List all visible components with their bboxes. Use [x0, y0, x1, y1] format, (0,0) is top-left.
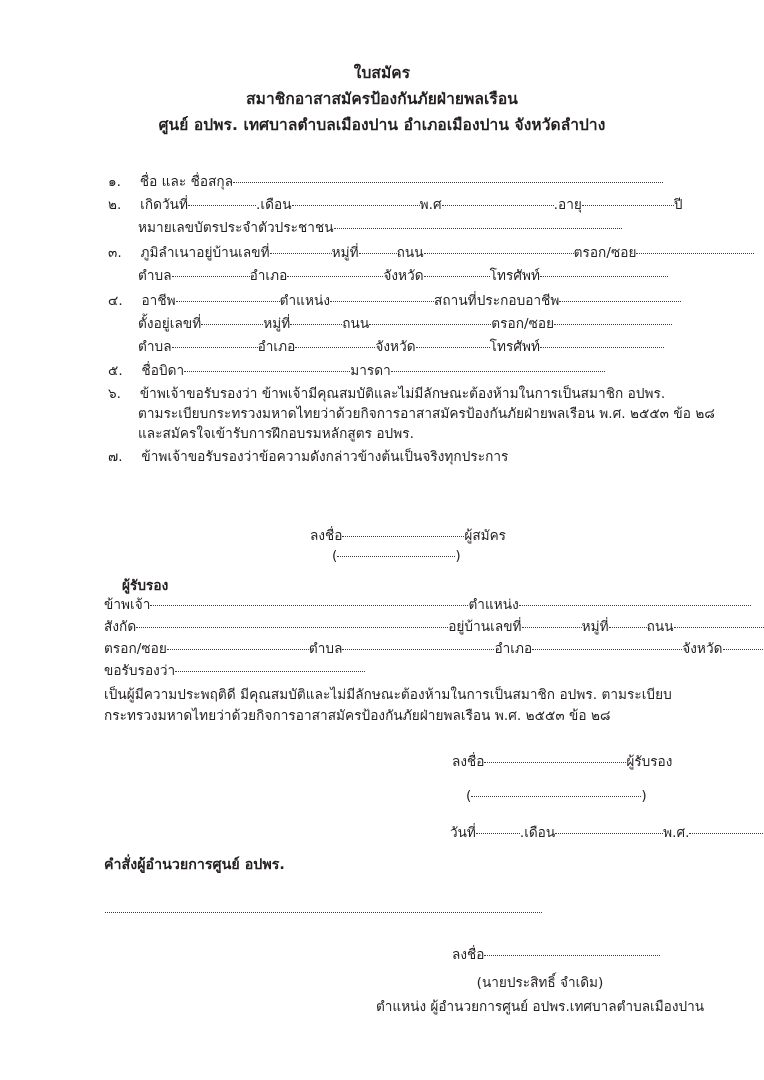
applicant-sign-label: ลงชื่อ [310, 528, 343, 544]
item-2-label-age: .อายุ [553, 197, 582, 213]
item-4-label-province: จังหวัด [375, 339, 416, 355]
form-item-5 [108, 362, 605, 380]
item-5-number: ๕. [108, 363, 123, 379]
item-3-label-address: ภูมิลำเนาอยู่บ้านเลขที่ [140, 245, 270, 261]
item-2-number: ๒. [108, 197, 122, 213]
document-title [0, 60, 764, 138]
item-3-fill-amphoe[interactable] [287, 276, 383, 277]
item-7-text: ข้าพเจ้าขอรับรองว่าข้อความดังกล่าวข้างต้นเป็นจริงทุกประการ [141, 449, 509, 465]
item-3-fill-soi[interactable] [636, 253, 754, 254]
item-5-label-mother: มารดา [350, 363, 391, 379]
item-2-label-years-unit: ปี [673, 197, 683, 213]
endorser-line-2 [104, 618, 764, 636]
item-4-label-road: ถนน [342, 316, 370, 332]
item-6-text-line-2-row [138, 405, 715, 423]
director-name [380, 974, 700, 993]
endorser-fill-houseno[interactable] [522, 627, 582, 628]
item-4-fill-position[interactable] [330, 301, 434, 302]
item-4-fill-located-no[interactable] [201, 324, 263, 325]
form-item-4-line-3 [138, 338, 664, 356]
item-4-fill-workplace[interactable] [559, 301, 681, 302]
item-1-fill-name[interactable] [233, 182, 663, 183]
form-item-2-line-2 [138, 219, 622, 237]
endorser-fill-amphoe[interactable] [532, 649, 682, 650]
form-item-3-line-2 [138, 267, 668, 285]
director-position [370, 998, 710, 1017]
endorser-fill-province[interactable] [723, 649, 764, 650]
director-order-heading-text: คำสั่งผู้อำนวยการศูนย์ อปพร. [104, 857, 285, 873]
endorser-sign-label: ลงชื่อ [452, 754, 485, 770]
item-5-label-father: ชื่อบิดา [141, 363, 185, 379]
endorser-label-certify: ขอรับรองว่า [104, 663, 176, 679]
endorser-signature-line [452, 753, 672, 771]
endorser-date-label-month: .เดือน [519, 825, 556, 841]
item-3-fill-phone[interactable] [540, 276, 668, 277]
item-3-fill-province[interactable] [424, 276, 490, 277]
endorser-label-position: ตำแหน่ง [468, 597, 519, 613]
item-4-fill-amphoe[interactable] [295, 347, 375, 348]
item-3-number: ๓. [108, 245, 122, 261]
applicant-paren-open: ( [332, 548, 338, 564]
applicant-name-fill[interactable] [337, 556, 455, 557]
item-4-label-workplace: สถานที่ประกอบอาชีพ [434, 293, 560, 309]
item-2-label-idcard: หมายเลขบัตรประจำตัวประชาชน [138, 220, 334, 236]
item-3-label-tambon: ตำบล [138, 268, 172, 284]
title-line-3: ศูนย์ อปพร. เทศบาลตำบลเมืองปาน อำเภอเมืองปาน จังหวัดลำปาง [158, 116, 606, 134]
endorser-heading [122, 577, 168, 595]
item-6-text-line-1: ข้าพเจ้าขอรับรองว่า ข้าพเจ้ามีคุณสมบัติและไม่มีลักษณะต้องห้ามในการเป็นสมาชิก อปพร. [139, 386, 666, 402]
item-4-label-tambon: ตำบล [138, 339, 172, 355]
item-3-label-moo: หมู่ที่ [331, 245, 359, 261]
item-3-label-phone: โทรศัพท์ [489, 268, 541, 284]
item-2-fill-age[interactable] [582, 205, 674, 206]
endorser-label-amphoe: อำเภอ [494, 641, 533, 657]
item-2-label-year: พ.ศ [419, 197, 442, 213]
endorser-fill-name[interactable] [150, 605, 468, 606]
item-6-text-line-3-row [138, 425, 414, 443]
item-2-fill-idcard[interactable] [334, 228, 622, 229]
item-4-number: ๔. [108, 293, 123, 309]
item-4-label-amphoe: อำเภอ [257, 339, 296, 355]
endorser-label-houseno: อยู่บ้านเลขที่ [448, 619, 522, 635]
item-7-number: ๗. [108, 449, 123, 465]
endorser-fill-position[interactable] [519, 605, 751, 606]
applicant-signature-line [310, 527, 506, 545]
applicant-signature-fill[interactable] [342, 536, 464, 537]
endorser-date-label-year: พ.ศ. [663, 825, 690, 841]
item-5-fill-father[interactable] [184, 371, 350, 372]
item-4-label-occupation: อาชีพ [141, 293, 176, 309]
item-4-fill-soi[interactable] [554, 324, 672, 325]
item-2-label-month: .เดือน [256, 197, 292, 213]
endorser-fill-road[interactable] [674, 627, 764, 628]
endorser-paren-close: ) [641, 788, 647, 804]
endorser-line-3 [104, 640, 764, 658]
endorser-line-4 [104, 662, 365, 680]
director-position-text: ตำแหน่ง ผู้อำนวยการศูนย์ อปพร.เทศบาลตำบลเมืองปาน [375, 999, 705, 1015]
item-3-label-province: จังหวัด [383, 268, 424, 284]
item-3-fill-moo[interactable] [359, 253, 397, 254]
director-signature-line [452, 946, 660, 964]
item-3-label-soi: ตรอก/ซอย [573, 245, 637, 261]
endorser-date-fill-day[interactable] [476, 833, 520, 834]
item-4-label-phone: โทรศัพท์ [489, 339, 541, 355]
endorser-label-affiliation: สังกัด [104, 619, 137, 635]
endorser-sign-role-label: ผู้รับรอง [626, 754, 673, 770]
item-2-fill-month[interactable] [292, 205, 420, 206]
item-3-fill-road[interactable] [424, 253, 574, 254]
endorser-label-tambon: ตำบล [308, 641, 343, 657]
director-sign-label: ลงชื่อ [452, 947, 485, 963]
endorser-statement-line-1 [104, 686, 672, 704]
endorser-statement-line-2 [104, 707, 611, 725]
item-6-text-line-2: ตามระเบียบกระทรวงมหาดไทยว่าด้วยกิจการอาสาสมัครป้องกันภัยฝ่ายพลเรือน พ.ศ. ๒๕๕๓ ข้อ ๒๘ [138, 406, 715, 422]
endorser-statement-text-1: เป็นผู้มีความประพฤติดี มีคุณสมบัติและไม่มีลักษณะต้องห้ามในการเป็นสมาชิก อปพร. ตามระเบียบ [104, 687, 672, 703]
endorser-fill-certify[interactable] [175, 671, 365, 672]
item-4-label-position: ตำแหน่ง [279, 293, 331, 309]
endorser-label-soi: ตรอก/ซอย [104, 641, 167, 657]
endorser-name-fill[interactable] [471, 796, 641, 797]
endorser-statement-text-2: กระทรวงมหาดไทยว่าด้วยกิจการอาสาสมัครป้องกันภัยฝ่ายพลเรือน พ.ศ. ๒๕๕๓ ข้อ ๒๘ [104, 708, 611, 724]
endorser-date-fill-month[interactable] [555, 833, 663, 834]
endorser-line-1 [104, 596, 751, 614]
form-item-7 [108, 448, 508, 466]
item-4-fill-occupation[interactable] [176, 301, 280, 302]
endorser-label-province: จังหวัด [682, 641, 723, 657]
endorser-fill-moo[interactable] [609, 627, 647, 628]
endorser-name-paren [466, 787, 647, 805]
applicant-role-label: ผู้สมัคร [464, 528, 506, 544]
item-2-fill-year[interactable] [442, 205, 554, 206]
form-item-1 [108, 173, 663, 191]
endorser-paren-open: ( [466, 788, 472, 804]
endorser-fill-tambon[interactable] [342, 649, 494, 650]
item-4-fill-road[interactable] [369, 324, 491, 325]
item-4-fill-moo[interactable] [290, 324, 342, 325]
item-6-text-line-3: และสมัครใจเข้ารับการฝึกอบรมหลักสูตร อปพร. [138, 426, 414, 442]
endorser-date-label-day: วันที่ [450, 825, 476, 841]
endorser-fill-affiliation[interactable] [136, 627, 448, 628]
title-line-2: สมาชิกอาสาสมัครป้องกันภัยฝ่ายพลเรือน [246, 90, 518, 108]
endorser-date-line [450, 824, 764, 842]
endorser-label-self: ข้าพเจ้า [104, 597, 151, 613]
form-item-3 [108, 244, 754, 262]
endorser-label-road: ถนน [646, 619, 674, 635]
item-3-label-amphoe: อำเภอ [249, 268, 288, 284]
item-4-fill-province[interactable] [416, 347, 490, 348]
endorser-label-moo: หมู่ที่ [581, 619, 609, 635]
item-4-fill-phone[interactable] [540, 347, 664, 348]
item-5-fill-mother[interactable] [391, 371, 605, 372]
director-order-heading [104, 856, 285, 874]
item-1-label-name: ชื่อ และ ชื่อสกุล [139, 174, 234, 190]
item-1-number: ๑. [108, 174, 122, 190]
item-3-label-road: ถนน [396, 245, 424, 261]
item-2-fill-day[interactable] [188, 205, 256, 206]
director-signature-fill[interactable] [484, 955, 660, 956]
title-line-1: ใบสมัคร [353, 64, 411, 82]
applicant-name-paren [332, 547, 461, 565]
applicant-paren-close: ) [455, 548, 461, 564]
item-3-fill-houseno[interactable] [270, 253, 332, 254]
form-item-2 [108, 196, 683, 214]
endorser-date-fill-year[interactable] [689, 833, 764, 834]
item-4-fill-tambon[interactable] [172, 347, 258, 348]
form-item-4 [108, 292, 681, 310]
item-4-label-located-no: ตั้งอยู่เลขที่ [138, 316, 202, 332]
item-2-label-birthdate: เกิดวันที่ [140, 197, 189, 213]
director-name-text: (นายประสิทธิ์ จำเดิม) [476, 975, 604, 991]
item-3-fill-tambon[interactable] [172, 276, 250, 277]
item-6-number: ๖. [108, 386, 122, 402]
endorser-fill-soi[interactable] [167, 649, 309, 650]
item-4-label-moo: หมู่ที่ [263, 316, 291, 332]
endorser-signature-fill[interactable] [484, 762, 626, 763]
form-item-6 [108, 385, 665, 403]
director-order-blank-rule[interactable] [105, 912, 542, 913]
endorser-heading-text: ผู้รับรอง [122, 578, 169, 594]
item-4-label-soi: ตรอก/ซอย [491, 316, 555, 332]
form-item-4-line-2 [138, 315, 672, 333]
